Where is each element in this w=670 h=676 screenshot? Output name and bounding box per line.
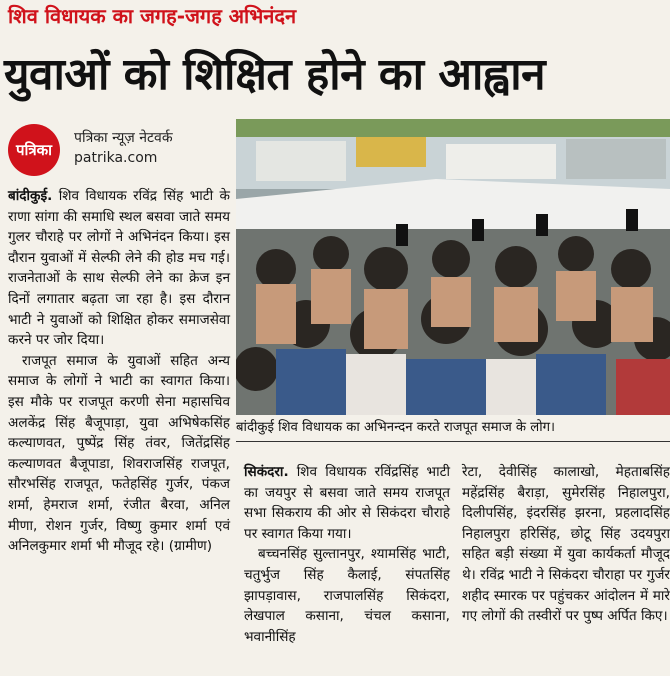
main-headline: युवाओं को शिक्षित होने का आह्वान (4, 49, 546, 100)
website-link[interactable]: patrika.com (74, 150, 158, 166)
paragraph (8, 186, 230, 351)
dateline: बांदीकुई. (8, 188, 53, 204)
caption-divider (236, 441, 670, 442)
paragraph: बच्चनसिंह सुल्तानपुर, श्यामसिंह भाटी, चतुर्भुज सिंह कैलाई, संपतसिंह झापड़ावास, राजपालसिंह सिकंदरा, लेखपाल कसाना, चंचल कसाना, भवानीसिंह (244, 546, 450, 645)
paragraph: राजपूत समाज के युवाओं सहित अन्य समाज के लोगों ने भाटी का स्वागत किया। इस मौके पर राजपूत करणी सेना महासचिव अलकेंद्र सिंह बैजूपाड़ा, युवा अभिषेकसिंह कल्याणवत, पुष्पेंद्र सिंह तंवर, जितेंद्रसिंह कल्याणवत बैजूपाडा, शिवराजसिंह राजपूत, सौरभसिंह राजपूत, फतेहसिंह गुर्जर, पंकज शर्मा, हेमराज शर्मा, रंजीत बैरवा, अनिल मीणा, रोशन गुर्जर, विष्णु कुमार शर्मा एवं अनिलकुमार शर्मा भी मौजूद रहे। (ग्रामीण) (8, 352, 230, 555)
photo-caption: बांदीकुई शिव विधायक का अभिनन्दन करते राजपूत समाज के लोग। (236, 420, 556, 435)
paragraph (244, 462, 450, 544)
news-photo (236, 119, 670, 415)
article-column-1 (8, 186, 230, 557)
article-column-2 (244, 462, 450, 647)
dateline: सिकंदरा. (244, 464, 289, 480)
paragraph-text: शिव विधायक रविंद्रसिंह भाटी का जयपुर से बसवा जाते समय राजपूत सभा सिकराय की ओर से सिकंदरा चौराहे पर स्वागत किया गया। (244, 464, 450, 542)
article-column-3 (462, 462, 670, 627)
paragraph-text: शिव विधायक रविंद्र सिंह भाटी के राणा सांगा की समाधि स्थल बसवा जाते समय गुलर चौराहे पर लोगों ने अभिनंदन किया। इस दौरान युवाओं में सेल्फी लेने की होड मच गई। राजनेताओं के साथ सेल्फी लेने का क्रेज इन दिनों लगातार बढ़ता जा रहा है। इस दौरान भाटी ने युवाओं को शिक्षित होकर समाजसेवा करने पर जोर दिया। (8, 188, 230, 349)
paragraph: रेटा, देवीसिंह कालाखो, मेहताबसिंह महेंद्रसिंह बैराड़ा, सुमेरसिंह निहालपुरा, दिलीपसिंह, इंदरसिंह झरना, प्रहलादसिंह निहालपुरा हरिसिंह, छोटू सिंह उदयपुरा सहित बड़ी संख्या में युवा कार्यकर्ता मौजूद थे। रविंद्र भाटी ने सिकंदरा चौराहा पर गुर्जर शहीद स्मारक पर पहुंचकर आंदोलन में मारे गए लोगों की तस्वीरों पर पुष्प अर्पित किए। (462, 464, 670, 625)
patrika-logo: पत्रिका (8, 124, 60, 176)
news-agency: पत्रिका न्यूज़ नेटवर्क (74, 130, 173, 146)
kicker-headline: शिव विधायक का जगह-जगह अभिनंदन (8, 4, 297, 28)
crowd-photo-illustration (236, 119, 670, 415)
